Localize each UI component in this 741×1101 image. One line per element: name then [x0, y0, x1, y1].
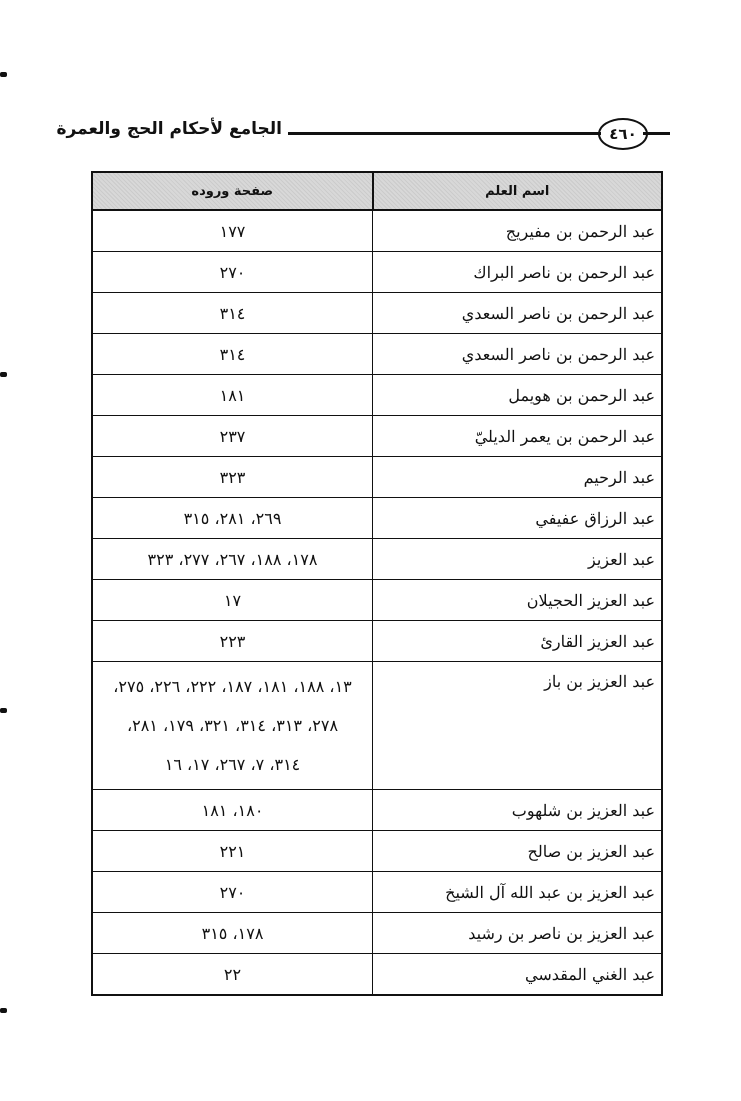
page-references: [92, 334, 373, 375]
page-reference-line: ٢٢١: [219, 841, 246, 861]
page-reference-line: ٢٧٠: [219, 262, 246, 282]
table-row: [92, 210, 662, 252]
header-rule: [288, 132, 601, 135]
page-references: [92, 831, 373, 872]
page-references: [92, 913, 373, 954]
page-reference-line: ٢٣٧: [219, 426, 246, 446]
person-name: عبد الرحيم: [373, 457, 663, 498]
page-reference-line: ٣١٤: [219, 344, 246, 364]
person-name: عبد الرحمن بن مفيريج: [373, 210, 663, 252]
page-reference-line: ٣٢٣: [219, 467, 246, 487]
person-name: عبد الرزاق عفيفي: [373, 498, 663, 539]
page-reference-line: ٣١٤، ٧، ٢٦٧، ١٧، ١٦: [164, 755, 301, 774]
page-reference-line: ٢٦٩، ٢٨١، ٣١٥: [183, 508, 282, 528]
person-name: عبد العزيز بن عبد الله آل الشيخ: [373, 872, 663, 913]
table-row: [92, 954, 662, 996]
table-row: [92, 872, 662, 913]
page-reference-line: ٢٢: [223, 964, 242, 984]
person-name: عبد الرحمن بن هويمل: [373, 375, 663, 416]
table-row: [92, 375, 662, 416]
scan-margin-mark: [0, 708, 7, 713]
table-row: [92, 498, 662, 539]
person-name: عبد العزيز القارئ: [373, 621, 663, 662]
page-references: [92, 375, 373, 416]
names-index-table: [91, 171, 663, 996]
page-references: [92, 210, 373, 252]
person-name: عبد العزيز الحجيلان: [373, 580, 663, 621]
page-references: [92, 252, 373, 293]
page-reference-line: ٢٧٨، ٣١٣، ٣١٤، ٣٢١، ١٧٩، ٢٨١،: [126, 716, 339, 735]
page-references: [92, 662, 373, 790]
page-reference-line: ١٧: [223, 590, 242, 610]
person-name: عبد العزيز بن باز: [373, 662, 663, 790]
table-row: [92, 293, 662, 334]
page-number: ٤٦٠: [598, 118, 648, 150]
page-references: [92, 954, 373, 996]
person-name: عبد الرحمن بن ناصر البراك: [373, 252, 663, 293]
table-row: [92, 539, 662, 580]
page-references: [92, 457, 373, 498]
book-title: الجامع لأحكام الحج والعمرة: [56, 119, 282, 139]
page-references: [92, 498, 373, 539]
page-references: [92, 872, 373, 913]
table-row: [92, 416, 662, 457]
person-name: عبد الرحمن بن ناصر السعدي: [373, 293, 663, 334]
person-name: عبد العزيز بن صالح: [373, 831, 663, 872]
person-name: عبد العزيز: [373, 539, 663, 580]
page-reference-line: ٢٢٣: [219, 631, 246, 651]
page-reference-line: ٣١٤: [219, 303, 246, 323]
page-reference-line: ١٣، ١٨٨، ١٨١، ١٨٧، ٢٢٢، ٢٢٦، ٢٧٥،: [113, 677, 352, 696]
table-row: [92, 831, 662, 872]
table-row: [92, 662, 662, 790]
table-row: [92, 252, 662, 293]
table-row: [92, 913, 662, 954]
page-reference-line: ١٧٨، ٣١٥: [201, 923, 264, 943]
table-header-row: [92, 172, 662, 210]
page-reference-line: ١٧٧: [219, 221, 246, 241]
page-references: [92, 790, 373, 831]
page-reference-line: ٢٧٠: [219, 882, 246, 902]
table-row: [92, 580, 662, 621]
scan-margin-mark: [0, 1008, 7, 1013]
page-references: [92, 416, 373, 457]
page-references: [92, 539, 373, 580]
scan-margin-mark: [0, 372, 7, 377]
page-references: [92, 293, 373, 334]
running-header: [58, 112, 670, 154]
page-references: [92, 621, 373, 662]
table-row: [92, 457, 662, 498]
scan-margin-mark: [0, 72, 7, 77]
person-name: عبد العزيز بن شلهوب: [373, 790, 663, 831]
column-header-pages: صفحة وروده: [92, 172, 373, 210]
page-references: [92, 580, 373, 621]
column-header-name: اسم العلم: [373, 172, 663, 210]
person-name: عبد الرحمن بن يعمر الديليّ: [373, 416, 663, 457]
table-row: [92, 334, 662, 375]
table-row: [92, 621, 662, 662]
table-body: [92, 210, 662, 995]
header-rule-end: [643, 132, 670, 135]
person-name: عبد الرحمن بن ناصر السعدي: [373, 334, 663, 375]
person-name: عبد العزيز بن ناصر بن رشيد: [373, 913, 663, 954]
page-reference-line: ١٧٨، ١٨٨، ٢٦٧، ٢٧٧، ٣٢٣: [147, 549, 318, 569]
page-reference-line: ١٨١: [219, 385, 246, 405]
table-row: [92, 790, 662, 831]
person-name: عبد الغني المقدسي: [373, 954, 663, 996]
page-reference-line: ١٨٠، ١٨١: [201, 800, 264, 820]
